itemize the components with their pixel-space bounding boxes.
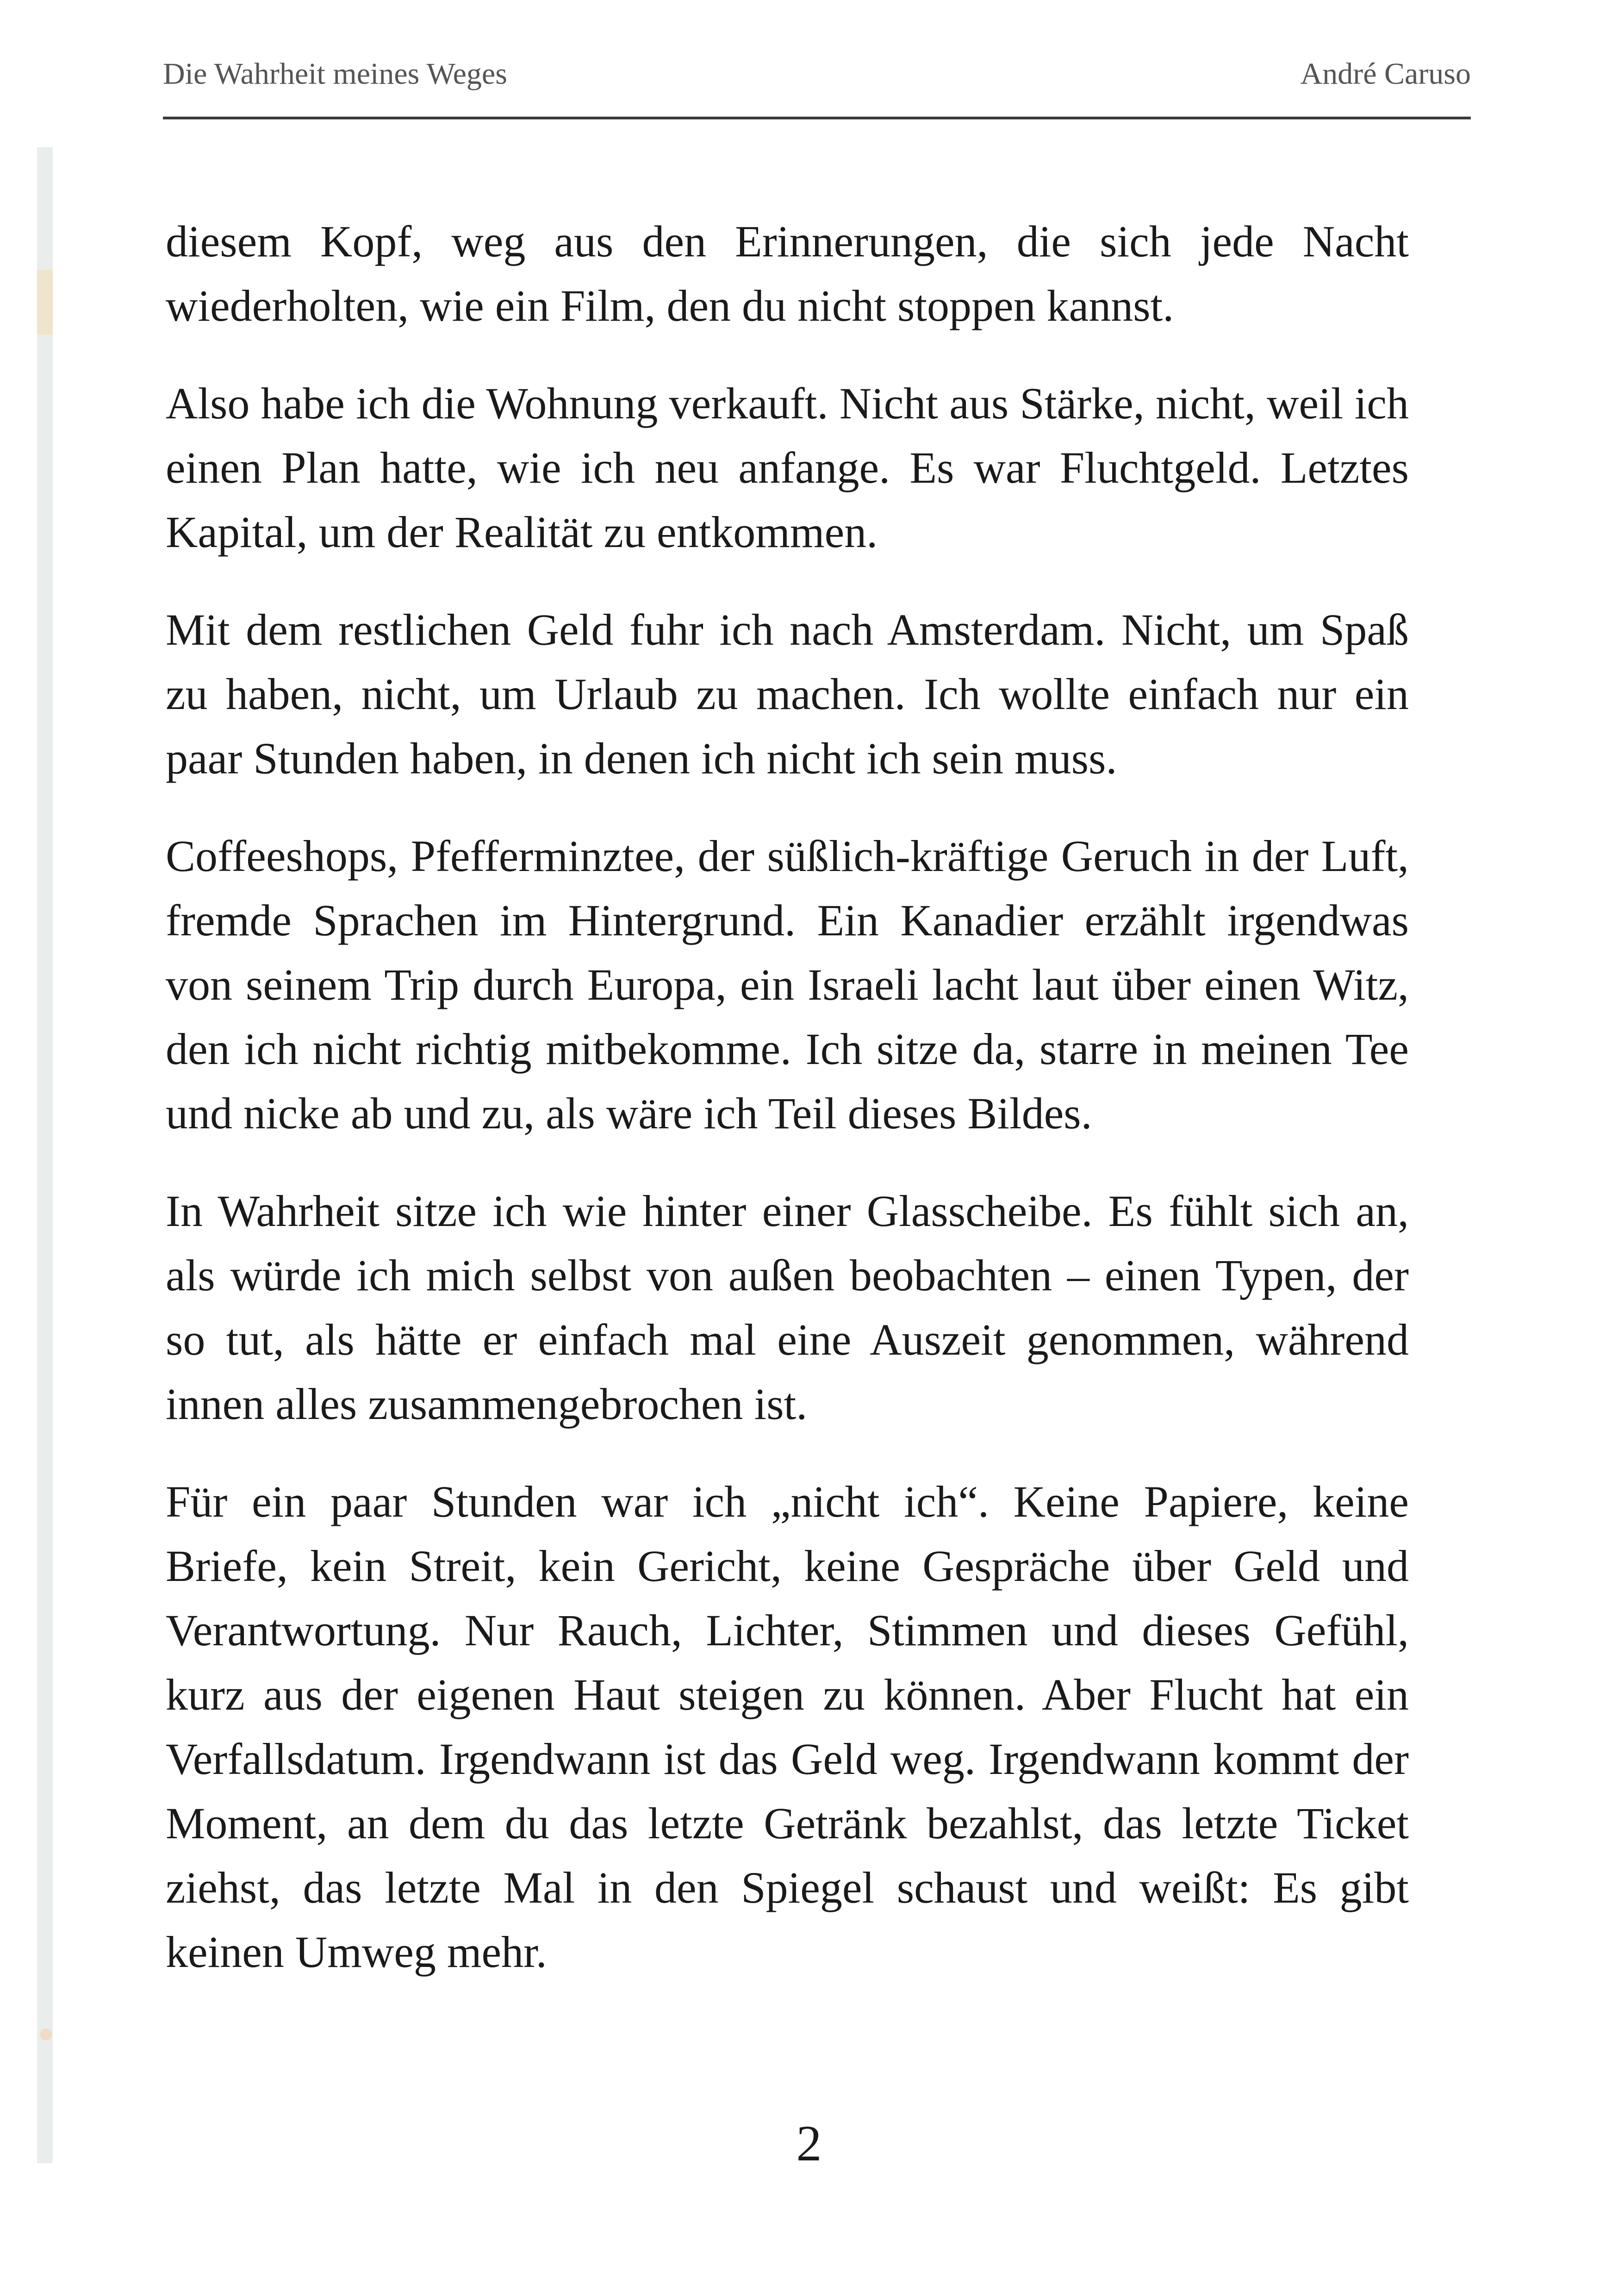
paragraph-1: diesem Kopf, weg aus den Erinnerungen, die sich jede Nacht wiederholten, wie ein Film, den du nicht stoppen kannst. xyxy=(166,217,1409,330)
page-number: 2 xyxy=(796,2115,822,2172)
page-edge-strip xyxy=(37,147,53,2163)
author-name: André Caruso xyxy=(1300,57,1471,91)
paragraph-3: Mit dem restlichen Geld fuhr ich nach Amsterdam. Nicht, um Spaß zu haben, nicht, um Urlaub zu machen. Ich wollte einfach nur ein paar Stunden haben, in denen ich nicht ich sein muss. xyxy=(166,605,1409,783)
book-title: Die Wahrheit meines Weges xyxy=(163,57,507,91)
paragraph-5: In Wahrheit sitze ich wie hinter einer Glasscheibe. Es fühlt sich an, als würde ich mich selbst von außen beobachten – einen Typen, der so tut, als hätte er einfach mal eine Auszeit genommen, während innen alles zusammengebrochen ist. xyxy=(166,1186,1409,1429)
running-header xyxy=(163,52,1471,119)
paragraph-4: Coffeeshops, Pfefferminztee, der süßlich-kräftige Geruch in der Luft, fremde Sprachen im Hintergrund. Ein Kanadier erzählt irgendwas von seinem Trip durch Europa, ein Israeli lacht laut über einen Witz, den ich nicht richtig mitbekomme. Ich sitze da, starre in meinen Tee und nicke ab und zu, als wäre ich Teil dieses Bildes. xyxy=(166,831,1409,1138)
bookmark-marker xyxy=(37,270,53,335)
paragraph-6: Für ein paar Stunden war ich „nicht ich“. Keine Papiere, keine Briefe, kein Streit, kein Gericht, keine Gespräche über Geld und Verantwortung. Nur Rauch, Lichter, Stimmen und dieses Gefühl, kurz aus der eigenen Haut steigen zu können. Aber Flucht hat ein Verfallsdatum. Irgendwann ist das Geld weg. Irgendwann kommt der Moment, an dem du das letzte Getränk bezahlst, das letzte Ticket ziehst, das letzte Mal in den Spiegel schaust und weißt: Es gibt keinen Umweg mehr. xyxy=(166,1477,1409,1977)
edge-dot-marker xyxy=(40,2028,52,2041)
paragraph-2: Also habe ich die Wohnung verkauft. Nicht aus Stärke, nicht, weil ich einen Plan hatte, wie ich neu anfange. Es war Fluchtgeld. Letztes Kapital, um der Realität zu entkommen. xyxy=(166,379,1409,557)
page-body xyxy=(166,209,1409,2017)
